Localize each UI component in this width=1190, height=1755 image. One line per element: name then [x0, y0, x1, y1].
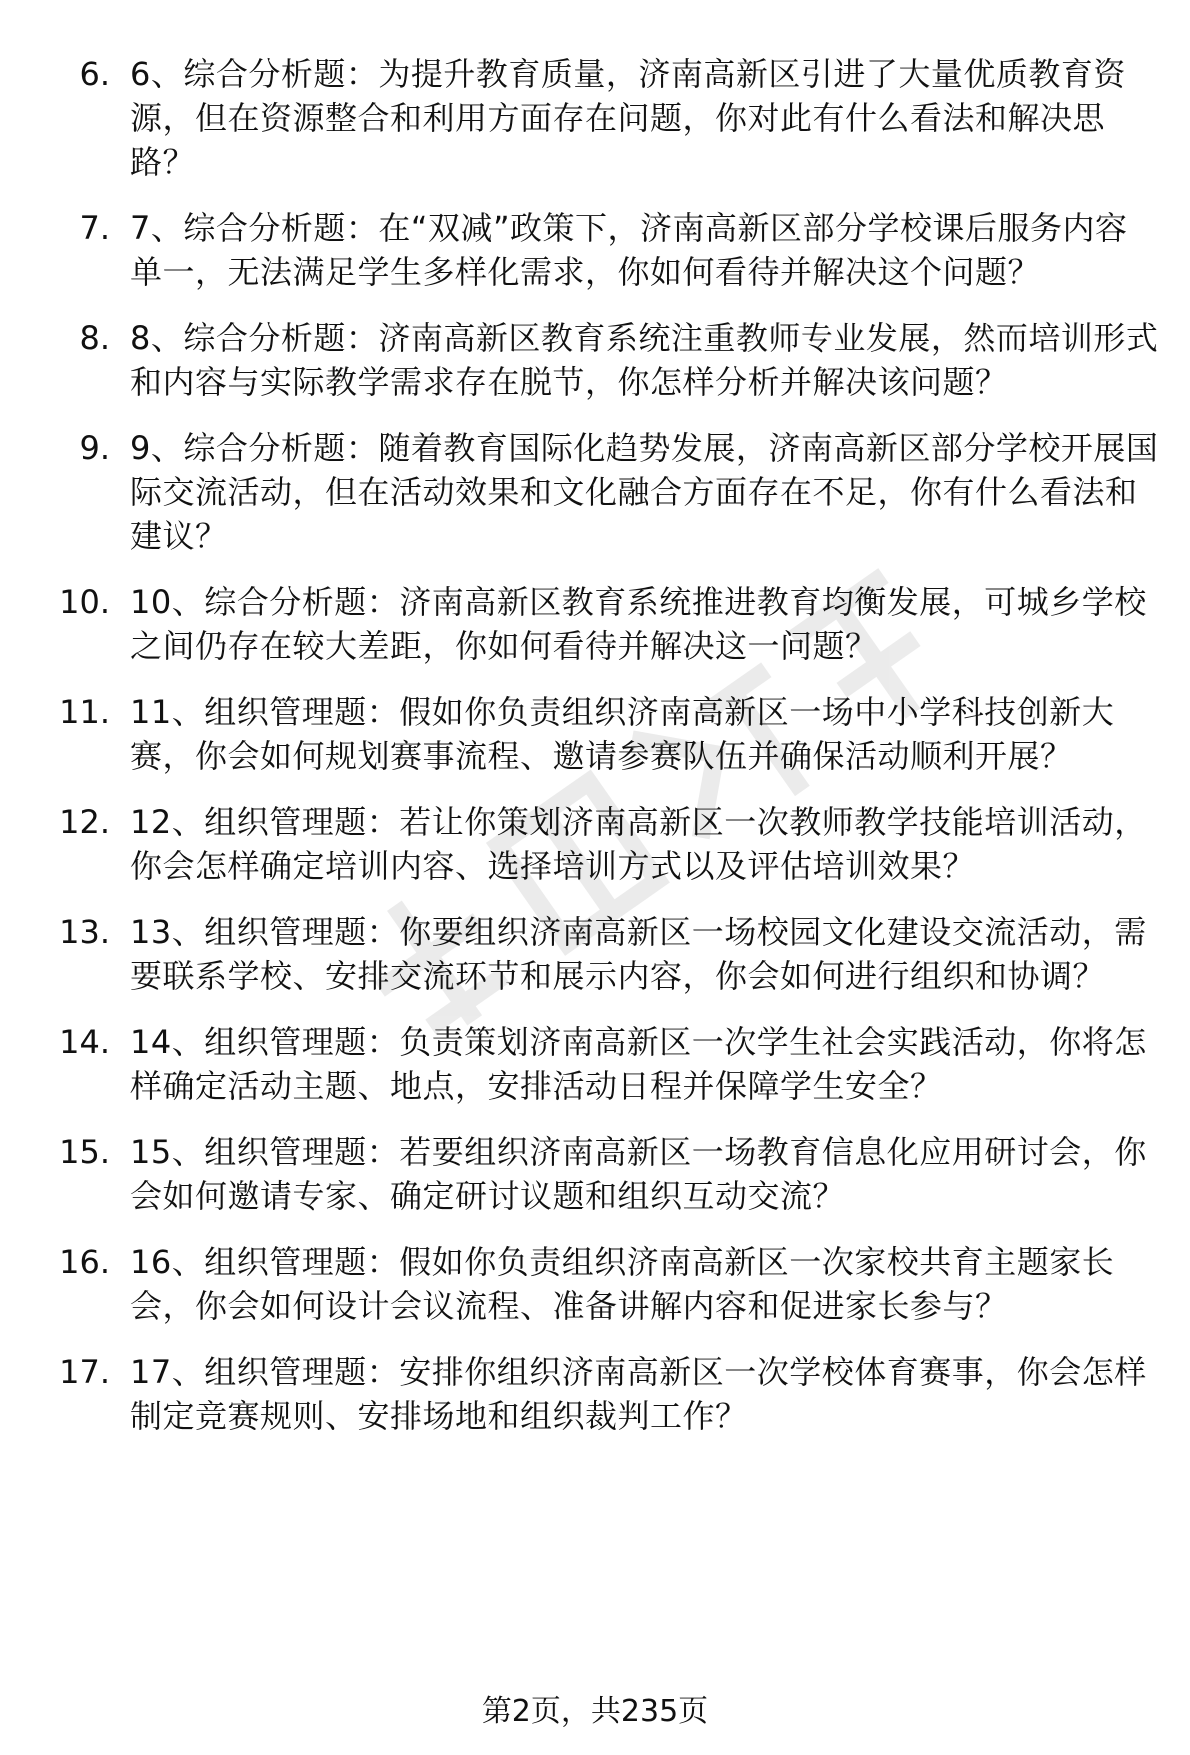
question-text: 15、组织管理题：若要组织济南高新区一场教育信息化应用研讨会，你会如何邀请专家、确定研讨议题和组织互动交流？ — [130, 1133, 1147, 1215]
question-number: 11. — [59, 693, 110, 731]
question-item — [0, 52, 1190, 184]
question-number: 9. — [79, 429, 110, 467]
question-number: 7. — [79, 209, 110, 247]
question-item — [0, 690, 1190, 778]
question-item — [0, 1240, 1190, 1328]
question-item — [0, 800, 1190, 888]
question-item — [0, 316, 1190, 404]
question-number: 15. — [59, 1133, 110, 1171]
question-text: 11、组织管理题：假如你负责组织济南高新区一场中小学科技创新大赛，你会如何规划赛事流程、邀请参赛队伍并确保活动顺利开展？ — [130, 693, 1115, 775]
question-number: 13. — [59, 913, 110, 951]
question-number: 14. — [59, 1023, 110, 1061]
question-number: 8. — [79, 319, 110, 357]
question-text: 17、组织管理题：安排你组织济南高新区一次学校体育赛事，你会怎样制定竞赛规则、安排场地和组织裁判工作？ — [130, 1353, 1147, 1435]
question-item — [0, 426, 1190, 558]
question-text: 7、综合分析题：在“双减”政策下，济南高新区部分学校课后服务内容单一，无法满足学生多样化需求，你如何看待并解决这个问题？ — [130, 209, 1128, 291]
question-list — [0, 52, 1190, 1460]
question-item — [0, 580, 1190, 668]
question-text: 6、综合分析题：为提升教育质量，济南高新区引进了大量优质教育资源，但在资源整合和利用方面存在问题，你对此有什么看法和解决思路？ — [130, 55, 1126, 181]
question-text: 14、组织管理题：负责策划济南高新区一次学生社会实践活动，你将怎样确定活动主题、地点，安排活动日程并保障学生安全？ — [130, 1023, 1147, 1105]
question-item — [0, 1020, 1190, 1108]
question-item — [0, 1130, 1190, 1218]
question-number: 16. — [59, 1243, 110, 1281]
question-text: 12、组织管理题：若让你策划济南高新区一次教师教学技能培训活动，你会怎样确定培训内容、选择培训方式以及评估培训效果？ — [130, 803, 1147, 885]
question-item — [0, 1350, 1190, 1438]
question-text: 10、综合分析题：济南高新区教育系统推进教育均衡发展，可城乡学校之间仍存在较大差距，你如何看待并解决这一问题？ — [130, 583, 1147, 665]
question-text: 9、综合分析题：随着教育国际化趋势发展，济南高新区部分学校开展国际交流活动，但在活动效果和文化融合方面存在不足，你有什么看法和建议？ — [130, 429, 1159, 555]
question-number: 10. — [59, 583, 110, 621]
question-text: 13、组织管理题：你要组织济南高新区一场校园文化建设交流活动，需要联系学校、安排交流环节和展示内容，你会如何进行组织和协调？ — [130, 913, 1147, 995]
question-item — [0, 910, 1190, 998]
page-footer: 第2页，共235页 — [481, 1694, 709, 1729]
question-text: 8、综合分析题：济南高新区教育系统注重教师专业发展，然而培训形式和内容与实际教学需求存在脱节，你怎样分析并解决该问题？ — [130, 319, 1159, 401]
question-text: 16、组织管理题：假如你负责组织济南高新区一次家校共育主题家长会，你会如何设计会议流程、准备讲解内容和促进家长参与？ — [130, 1243, 1115, 1325]
question-number: 12. — [59, 803, 110, 841]
question-number: 17. — [59, 1353, 110, 1391]
question-number: 6. — [79, 55, 110, 93]
question-item — [0, 206, 1190, 294]
